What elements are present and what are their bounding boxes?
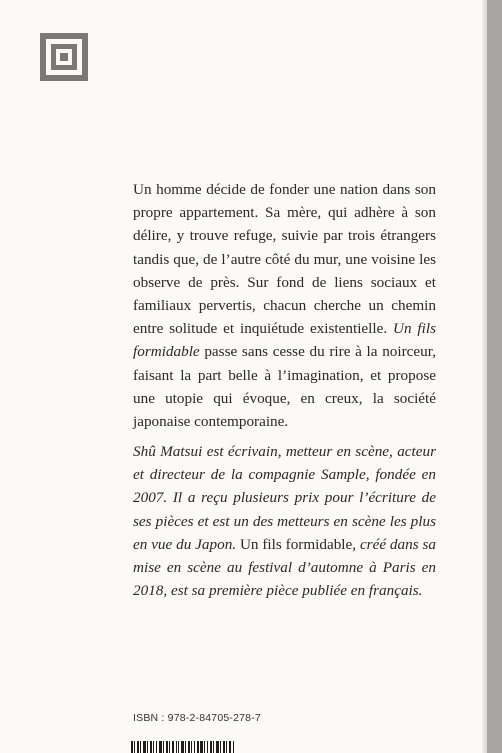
synopsis-paragraph	[133, 178, 436, 433]
spine-edge	[482, 0, 487, 753]
author-bio-paragraph	[133, 440, 436, 602]
author-bio-text-1: Shû Matsui est écrivain, metteur en scène, acteur et directeur de la compagnie Sample, fondée en 2007. Il a reçu plusieurs prix pour l’écriture de ses pièces et est un des metteurs en scène les plus en vue du Japon.	[133, 443, 436, 553]
synopsis-text-2: passe sans cesse du rire à la noirceur, faisant la part belle à l’imagination, et propose une utopie qui évoque, en creux, la société japonaise contemporaine.	[133, 343, 436, 431]
author-bio-book-title: Un fils formidable	[239, 535, 353, 553]
synopsis-text-1: Un homme décide de fonder une nation dans son propre appartement. Sa mère, qui adhère à son délire, y trouve refuge, suivie par trois étrangers tandis que, de l’autre côté du mur, une voisine les observe de près. Sur fond de liens sociaux et familiaux pervertis, chacun cherche un chemin entre solitude et inquiétude existentielle.	[133, 181, 436, 338]
synopsis-book-title: Un fils formidable	[133, 320, 436, 361]
concentric-squares-logo	[40, 33, 88, 81]
isbn-label: ISBN : 978-2-84705-278-7	[133, 712, 261, 724]
author-bio-text-2: , créé dans sa mise en scène au festival d’automne à Paris en 2018, est sa première pièce publiée en français.	[133, 535, 436, 600]
barcode-icon	[131, 741, 236, 753]
